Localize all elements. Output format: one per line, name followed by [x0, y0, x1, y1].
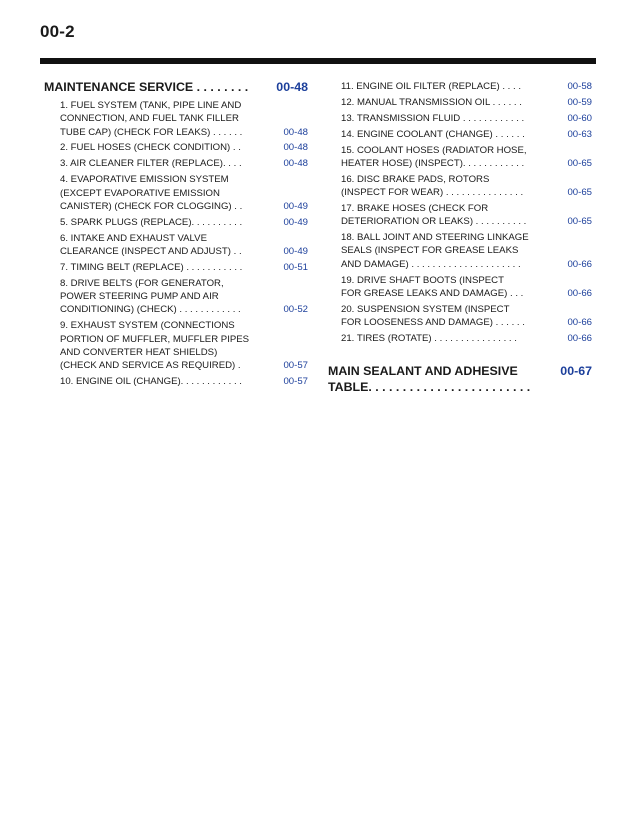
toc-entry-page-link[interactable]: 00-65	[567, 216, 592, 228]
toc-entry-text: 6. INTAKE AND EXHAUST VALVE CLEARANCE (INSPECT AND ADJUST) . .	[60, 232, 242, 257]
toc-entry[interactable]	[328, 231, 592, 271]
page-number: 00-2	[40, 22, 75, 41]
toc-entry-text: 4. EVAPORATIVE EMISSION SYSTEM (EXCEPT EVAPORATIVE EMISSION CANISTER) (CHECK FOR CLOGGING) . .	[60, 174, 243, 212]
toc-entry-page-link[interactable]: 00-57	[283, 360, 308, 372]
toc-entry-text: 5. SPARK PLUGS (REPLACE). . . . . . . . . .	[60, 216, 243, 228]
section-page-link[interactable]: 00-48	[276, 80, 308, 94]
toc-entry[interactable]	[44, 375, 308, 388]
toc-entry-text: 7. TIMING BELT (REPLACE) . . . . . . . . . . .	[60, 261, 243, 273]
toc-entry-page-link[interactable]: 00-48	[283, 126, 308, 138]
toc-entry-text: 12. MANUAL TRANSMISSION OIL . . . . . .	[341, 96, 522, 108]
main-sealant-page-link[interactable]: 00-67	[560, 364, 592, 379]
toc-entry-text: 20. SUSPENSION SYSTEM (INSPECT FOR LOOSENESS AND DAMAGE) . . . . . .	[341, 303, 525, 329]
toc-entry-page-link[interactable]: 00-49	[283, 200, 308, 212]
main-sealant-heading[interactable]	[328, 363, 592, 395]
toc-entry-text: 2. FUEL HOSES (CHECK CONDITION) . .	[60, 142, 241, 154]
toc-entry-text: 9. EXHAUST SYSTEM (CONNECTIONS PORTION OF MUFFLER, MUFFLER PIPES AND CONVERTER HEAT SHIELDS) (CHECK AND SERVICE AS REQUIRED) .	[60, 320, 250, 372]
toc-entry-page-link[interactable]: 00-66	[567, 258, 592, 270]
toc-entry[interactable]	[44, 99, 308, 139]
header-rule	[40, 58, 596, 64]
toc-entry[interactable]	[328, 96, 592, 109]
toc-entry[interactable]	[328, 303, 592, 330]
toc-entry[interactable]	[328, 144, 592, 171]
toc-entry-text: 21. TIRES (ROTATE) . . . . . . . . . . . . . . . .	[341, 332, 517, 344]
toc-left-column	[44, 80, 308, 391]
toc-entry[interactable]	[44, 157, 308, 170]
toc-entry-text: 16. DISC BRAKE PADS, ROTORS (INSPECT FOR WEAR) . . . . . . . . . . . . . . .	[341, 173, 524, 199]
toc-entry-page-link[interactable]: 00-58	[567, 81, 592, 92]
toc-entry-page-link[interactable]: 00-57	[283, 375, 308, 387]
toc-entry-page-link[interactable]: 00-65	[567, 187, 592, 199]
toc-entry[interactable]	[44, 261, 308, 274]
toc-entry-page-link[interactable]: 00-48	[283, 158, 308, 170]
section-title: MAINTENANCE SERVICE . . . . . . . .	[44, 80, 249, 94]
toc-entry-text: 3. AIR CLEANER FILTER (REPLACE). . . .	[60, 158, 242, 170]
toc-entry-text: 19. DRIVE SHAFT BOOTS (INSPECT FOR GREASE LEAKS AND DAMAGE) . . .	[341, 274, 524, 299]
toc-entry[interactable]	[328, 173, 592, 200]
toc-entry-page-link[interactable]: 00-49	[283, 216, 308, 228]
main-sealant-title: MAIN SEALANT AND ADHESIVE TABLE. . . . . . . . . . . . . . . . . . . . . . . .	[328, 364, 531, 395]
toc-entry-page-link[interactable]: 00-60	[567, 112, 592, 124]
toc-entry-page-link[interactable]: 00-51	[283, 261, 308, 273]
toc-entry[interactable]	[44, 319, 308, 372]
toc-entry-text: 15. COOLANT HOSES (RADIATOR HOSE, HEATER HOSE) (INSPECT). . . . . . . . . . . .	[341, 144, 527, 169]
toc-entry[interactable]	[328, 274, 592, 301]
section-heading[interactable]	[44, 80, 308, 95]
toc-entry[interactable]	[328, 202, 592, 229]
toc-entry[interactable]	[44, 141, 308, 154]
toc-entry-text: 1. FUEL SYSTEM (TANK, PIPE LINE AND CONNECTION, AND FUEL TANK FILLER TUBE CAP) (CHECK FOR LEAKS) . . . . . .	[60, 100, 243, 138]
toc-entry[interactable]	[328, 112, 592, 125]
toc-right-column	[328, 80, 592, 399]
toc-entry-page-link[interactable]: 00-66	[567, 287, 592, 299]
toc-entry-text: 17. BRAKE HOSES (CHECK FOR DETERIORATION OR LEAKS) . . . . . . . . . .	[341, 202, 527, 228]
toc-entry-page-link[interactable]: 00-49	[283, 245, 308, 257]
toc-entry-page-link[interactable]: 00-63	[567, 128, 592, 140]
toc-entry-page-link[interactable]: 00-66	[567, 332, 592, 344]
toc-entry-text: 18. BALL JOINT AND STEERING LINKAGE SEALS (INSPECT FOR GREASE LEAKS AND DAMAGE) . . . . . . . . . . . . . . . . . . . . .	[341, 232, 529, 270]
toc-entry[interactable]	[328, 128, 592, 141]
toc-entry-text: 10. ENGINE OIL (CHANGE). . . . . . . . . . . .	[60, 375, 242, 387]
toc-entry-page-link[interactable]: 00-48	[283, 142, 308, 154]
toc-entry[interactable]	[44, 216, 308, 229]
toc-entry[interactable]	[44, 277, 308, 317]
toc-entry-page-link[interactable]: 00-52	[283, 304, 308, 316]
toc-entry[interactable]	[328, 332, 592, 345]
toc-entry[interactable]	[328, 80, 592, 93]
toc-entry-page-link[interactable]: 00-66	[567, 317, 592, 329]
toc-entry-text: 11. ENGINE OIL FILTER (REPLACE) . . . .	[341, 81, 522, 92]
toc-entry-text: 14. ENGINE COOLANT (CHANGE) . . . . . .	[341, 128, 525, 140]
toc-entry-page-link[interactable]: 00-65	[567, 157, 592, 169]
toc-entry-text: 8. DRIVE BELTS (FOR GENERATOR, POWER STEERING PUMP AND AIR CONDITIONING) (CHECK) . . . . . . . . . . . .	[60, 277, 241, 316]
toc-entry-text: 13. TRANSMISSION FLUID . . . . . . . . . . . .	[341, 112, 525, 124]
toc-entry-page-link[interactable]: 00-59	[567, 96, 592, 108]
toc-entry[interactable]	[44, 173, 308, 213]
toc-entry[interactable]	[44, 232, 308, 259]
